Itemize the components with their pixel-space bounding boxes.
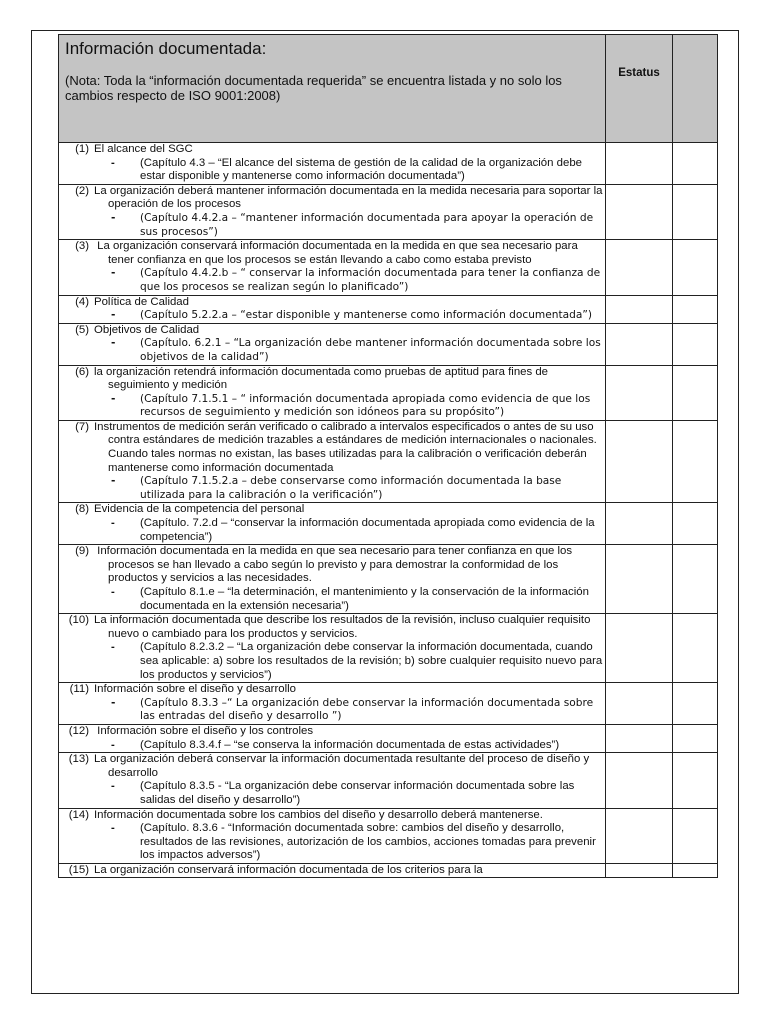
extra-cell[interactable]: [673, 683, 718, 725]
extra-cell[interactable]: [673, 143, 718, 185]
requirement-number: (4): [75, 295, 89, 308]
clause-reference-text: (Capítulo 4.4.2.b – “ conservar la información documentada para tener la confianza de que los procesos se realizan según lo planificado”): [140, 267, 601, 293]
bullet-dash: -: [111, 780, 115, 793]
requirement-cell: [59, 545, 606, 614]
status-cell[interactable]: [606, 808, 673, 863]
requirement-number: (9): [75, 545, 89, 558]
requirement-text-line: [59, 809, 605, 823]
table-row: [59, 143, 718, 185]
clause-reference: [59, 309, 605, 323]
bullet-dash: -: [111, 822, 115, 835]
bullet-dash: -: [111, 267, 116, 280]
clause-reference-text: (Capítulo. 8.3.6 - “Información documentada sobre: cambios del diseño y desarrollo, resultados de las revisiones, autorización de los cambios, acciones tomadas para prevenir los impactos adversos”): [140, 822, 596, 862]
status-cell[interactable]: [606, 753, 673, 808]
requirement-text: Política de Calidad: [94, 295, 189, 308]
requirement-number: (5): [75, 323, 89, 336]
requirement-number: (10): [68, 614, 89, 627]
requirement-number: (7): [75, 420, 89, 433]
table-row: [59, 808, 718, 863]
requirement-text-line: [59, 614, 605, 641]
status-column-header: Estatus: [606, 35, 673, 143]
bullet-dash: -: [111, 475, 116, 488]
clause-reference: [59, 586, 605, 613]
bullet-dash: -: [111, 738, 115, 751]
clause-reference-text: (Capítulo. 7.2.d – “conservar la información documentada apropiada como evidencia de la competencia”): [140, 517, 595, 543]
requirement-number: (13): [68, 753, 89, 766]
status-cell[interactable]: [606, 240, 673, 295]
requirement-text: La organización conservará información documentada en la medida en que sea necesario para tener confianza en que los procesos se están llevando a cabo como estaba previsto: [94, 240, 578, 266]
status-cell[interactable]: [606, 323, 673, 365]
clause-reference: [59, 267, 605, 294]
bullet-dash: -: [111, 641, 115, 654]
extra-cell[interactable]: [673, 808, 718, 863]
requirement-text: La organización deberá conservar la información documentada resultante del proceso de diseño y desarrollo: [94, 753, 590, 779]
documented-information-table: [58, 34, 718, 878]
table-row: [59, 614, 718, 683]
requirement-cell: [59, 184, 606, 239]
requirement-text: la organización retendrá información documentada como pruebas de aptitud para fines de seguimiento y medición: [94, 365, 549, 392]
requirement-text: Información sobre el diseño y desarrollo: [94, 683, 296, 696]
clause-reference-text: (Capítulo 7.1.5.2.a – debe conservarse como información documentada la base utilizada para la calibración o la verificación”): [140, 475, 562, 501]
status-cell[interactable]: [606, 503, 673, 545]
requirement-text: La información documentada que describe los resultados de la revisión, incluso cualquier requisito nuevo o cambiado para los productos y servicios.: [94, 614, 591, 640]
requirement-text-line: [59, 545, 605, 586]
requirement-text-line: [59, 753, 605, 780]
clause-reference: [59, 822, 605, 863]
requirement-number: (8): [75, 503, 89, 516]
status-cell[interactable]: [606, 420, 673, 503]
status-cell[interactable]: [606, 295, 673, 323]
clause-reference: [59, 475, 605, 502]
bullet-dash: -: [111, 586, 115, 598]
extra-column-header: [673, 35, 718, 143]
bullet-dash: -: [111, 211, 116, 224]
requirement-text: La organización conservará información documentada de los criterios para la: [94, 863, 483, 876]
requirement-text: Objetivos de Calidad: [94, 323, 200, 336]
extra-cell[interactable]: [673, 365, 718, 420]
requirement-number: (14): [68, 808, 89, 821]
table-row: [59, 323, 718, 365]
requirement-text: Evidencia de la competencia del personal: [94, 503, 305, 516]
requirement-cell: [59, 365, 606, 420]
clause-reference-text: (Capítulo 4.3 – “El alcance del sistema de gestión de la calidad de la organización debe estar disponible y mantenerse como información documentada”): [140, 156, 582, 183]
requirement-cell: [59, 295, 606, 323]
extra-cell[interactable]: [673, 545, 718, 614]
clause-reference-text: (Capítulo 8.3.4.f – “se conserva la información documentada de estas actividades”): [140, 738, 560, 751]
extra-cell[interactable]: [673, 420, 718, 503]
extra-cell[interactable]: [673, 614, 718, 683]
status-cell[interactable]: [606, 863, 673, 878]
requirement-text-line: [59, 864, 605, 878]
extra-cell[interactable]: [673, 753, 718, 808]
requirement-cell: [59, 863, 606, 878]
clause-reference-text: (Capítulo 8.1.e – “la determinación, el mantenimiento y la conservación de la información documentada en la extensión necesaria”): [140, 586, 589, 612]
bullet-dash: -: [111, 156, 115, 169]
table-row: [59, 503, 718, 545]
requirement-cell: [59, 724, 606, 752]
clause-reference: [59, 337, 605, 364]
requirement-text: Información sobre el diseño y los controles: [94, 724, 314, 737]
clause-reference-text: (Capítulo 8.3.5 - “La organización debe conservar información documentada sobre las salidas del diseño y desarrollo”): [140, 780, 575, 806]
status-cell[interactable]: [606, 614, 673, 683]
bullet-dash: -: [111, 517, 115, 530]
table-row: [59, 420, 718, 503]
requirement-cell: [59, 808, 606, 863]
requirement-number: (2): [75, 184, 89, 197]
requirement-number: (1): [75, 143, 89, 155]
clause-reference: [59, 780, 605, 807]
table-header-row: [59, 35, 718, 143]
requirement-cell: [59, 323, 606, 365]
bullet-dash: -: [111, 392, 116, 405]
status-cell[interactable]: [606, 365, 673, 420]
clause-reference: [59, 739, 605, 753]
requirement-text-line: [59, 366, 605, 393]
status-cell[interactable]: [606, 545, 673, 614]
clause-reference: [59, 212, 605, 239]
extra-cell[interactable]: [673, 863, 718, 878]
table-row: [59, 240, 718, 295]
requirement-cell: [59, 753, 606, 808]
requirement-text: El alcance del SGC: [94, 143, 193, 155]
extra-cell[interactable]: [673, 295, 718, 323]
requirement-number: (3): [75, 240, 89, 253]
table-title: Información documentada:: [65, 39, 267, 58]
requirement-number: (6): [75, 365, 89, 378]
table-row: [59, 365, 718, 420]
requirement-text-line: [59, 240, 605, 267]
clause-reference-text: (Capítulo 4.4.2.a – “mantener información documentada para apoyar la operación de sus procesos”): [140, 211, 594, 238]
clause-reference-text: (Capítulo 8.3.3 –“ La organización debe conservar la información documentada sobre las entradas del diseño y desarrollo ”): [140, 696, 594, 723]
requirement-cell: [59, 240, 606, 295]
clause-reference: [59, 393, 605, 420]
clause-reference-text: (Capítulo 7.1.5.1 – “ información documentada apropiada como evidencia de que los recursos de seguimiento y medición son idóneos para su propósito”): [140, 392, 591, 419]
clause-reference-text: (Capítulo 8.2.3.2 – “La organización debe conservar la información documentada, cuando sea aplicable: a) sobre los resultados de la revisión; b) sobre cualquier requisito nuevo para los productos y servicios”): [140, 641, 603, 681]
requirement-text-line: [59, 503, 605, 517]
table-note: (Nota: Toda la “información documentada requerida” se encuentra listada y no solo los cambios respecto de ISO 9001:2008): [65, 73, 562, 103]
header-cell: [59, 35, 606, 143]
status-cell[interactable]: [606, 143, 673, 185]
status-cell[interactable]: [606, 184, 673, 239]
requirement-text-line: [59, 725, 605, 739]
bullet-dash: -: [111, 337, 116, 350]
table-row: [59, 753, 718, 808]
requirement-text-line: [59, 185, 605, 212]
extra-cell[interactable]: [673, 323, 718, 365]
extra-cell[interactable]: [673, 724, 718, 752]
requirement-number: (15): [68, 863, 89, 876]
clause-reference: [59, 157, 605, 184]
requirement-text: Información documentada en la medida en que sea necesario para tener confianza en que los procesos se han llevado a cabo según lo previsto y para demostrar la conformidad de los productos y servicios a las necesidades.: [94, 545, 573, 585]
extra-cell[interactable]: [673, 503, 718, 545]
table-row: [59, 683, 718, 725]
requirement-text: Información documentada sobre los cambios del diseño y desarrollo deberá mantenerse.: [94, 808, 543, 821]
requirement-text: La organización deberá mantener información documentada en la medida necesaria para soportar la operación de los procesos: [94, 184, 603, 211]
status-cell[interactable]: [606, 724, 673, 752]
status-cell[interactable]: [606, 683, 673, 725]
requirement-cell: [59, 143, 606, 185]
clause-reference-text: (Capítulo 5.2.2.a – “estar disponible y mantenerse como información documentada”): [140, 309, 592, 322]
table-row: [59, 863, 718, 878]
requirement-cell: [59, 503, 606, 545]
table-row: [59, 295, 718, 323]
requirement-text-line: [59, 296, 605, 310]
requirement-text-line: [59, 324, 605, 338]
extra-cell[interactable]: [673, 240, 718, 295]
table-row: [59, 184, 718, 239]
bullet-dash: -: [111, 696, 116, 709]
requirement-cell: [59, 683, 606, 725]
clause-reference-text: (Capítulo. 6.2.1 – “La organización debe mantener información documentada sobre los objetivos de la calidad”): [140, 337, 601, 363]
table-row: [59, 545, 718, 614]
extra-cell[interactable]: [673, 184, 718, 239]
requirement-text-line: [59, 683, 605, 697]
requirement-number: (12): [68, 724, 89, 737]
requirement-text: Instrumentos de medición serán verificado o calibrado a intervalos especificados o antes de su uso contra estándares de medición trazables a estándares de medición internacionales o nacionales. Cuando tales normas no existan, las bases utilizadas para la calibración o verificación deberán mantenerse como información documentada: [94, 420, 597, 474]
requirement-text-line: [59, 421, 605, 475]
requirement-cell: [59, 614, 606, 683]
table-row: [59, 724, 718, 752]
requirement-cell: [59, 420, 606, 503]
bullet-dash: -: [111, 309, 116, 322]
requirement-text-line: [59, 143, 605, 157]
clause-reference: [59, 517, 605, 544]
clause-reference: [59, 697, 605, 724]
clause-reference: [59, 641, 605, 682]
requirement-number: (11): [69, 683, 89, 696]
